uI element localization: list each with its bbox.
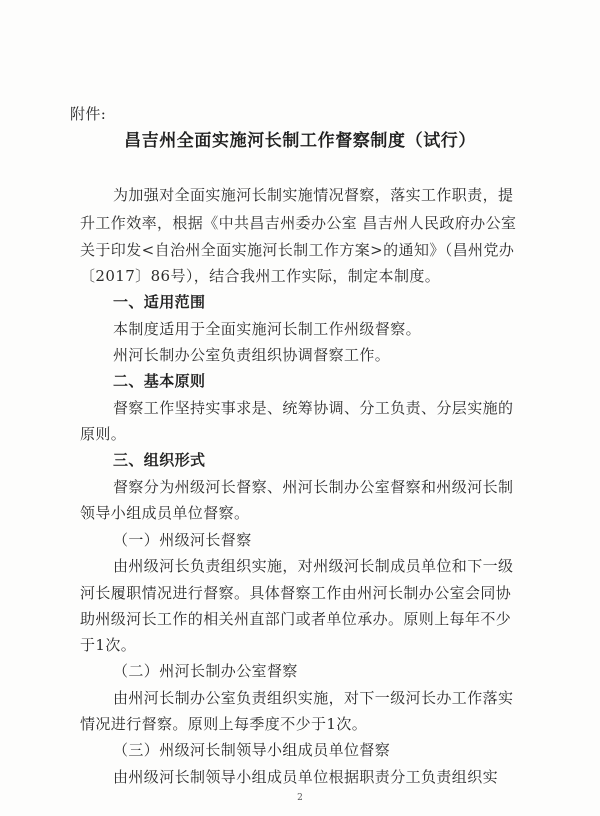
intro-line-3: 关于印发<自治州全面实施河长制工作方案>的通知》（昌州党办 xyxy=(80,241,515,259)
sub1-line-3: 助州级河长工作的相关州直部门或者单位承办。原则上每年不少 xyxy=(80,610,512,628)
sub3-line-1: 由州级河长制领导小组成员单位根据职责分工负责组织实 xyxy=(113,768,499,786)
sub2-line-2: 情况进行督察。原则上每季度不少于1次。 xyxy=(80,715,368,733)
subsection-heading-1: （一）州级河长督察 xyxy=(113,531,252,549)
intro-line-4: 〔2017〕86号），结合我州工作实际，制定本制度。 xyxy=(80,267,441,285)
scope-line-1: 本制度适用于全面实施河长制工作州级督察。 xyxy=(113,320,422,338)
intro-line-1: 为加强对全面实施河长制实施情况督察，落实工作职责，提 xyxy=(113,186,514,204)
sub1-line-2: 河长履职情况进行督察。具体督察工作由州河长制办公室会同协 xyxy=(80,584,512,602)
sub1-line-4: 于1次。 xyxy=(80,636,137,654)
organization-line-2: 领导小组成员单位督察。 xyxy=(80,504,250,522)
attachment-label: 附件: xyxy=(70,105,107,123)
subsection-heading-2: （二）州河长制办公室督察 xyxy=(113,662,298,680)
intro-line-2: 升工作效率，根据《中共昌吉州委办公室 昌吉州人民政府办公室 xyxy=(80,214,517,232)
principles-line-1: 督察工作坚持实事求是、统筹协调、分工负责、分层实施的 xyxy=(113,399,514,417)
sub1-line-1: 由州级河长负责组织实施，对州级河长制成员单位和下一级 xyxy=(113,557,514,575)
subsection-heading-3: （三）州级河长制领导小组成员单位督察 xyxy=(113,741,391,759)
principles-line-2: 原则。 xyxy=(80,425,127,443)
section-heading-scope: 一、适用范围 xyxy=(113,293,206,311)
sub2-line-1: 由州河长制办公室负责组织实施，对下一级河长办工作落实 xyxy=(113,689,514,707)
document-title: 昌吉州全面实施河长制工作督察制度（试行） xyxy=(124,131,476,151)
scope-line-2: 州河长制办公室负责组织协调督察工作。 xyxy=(113,346,391,364)
organization-line-1: 督察分为州级河长督察、州河长制办公室督察和州级河长制 xyxy=(113,478,514,496)
section-heading-organization: 三、组织形式 xyxy=(113,451,206,469)
section-heading-principles: 二、基本原则 xyxy=(113,372,206,390)
page-number: 2 xyxy=(297,793,303,803)
